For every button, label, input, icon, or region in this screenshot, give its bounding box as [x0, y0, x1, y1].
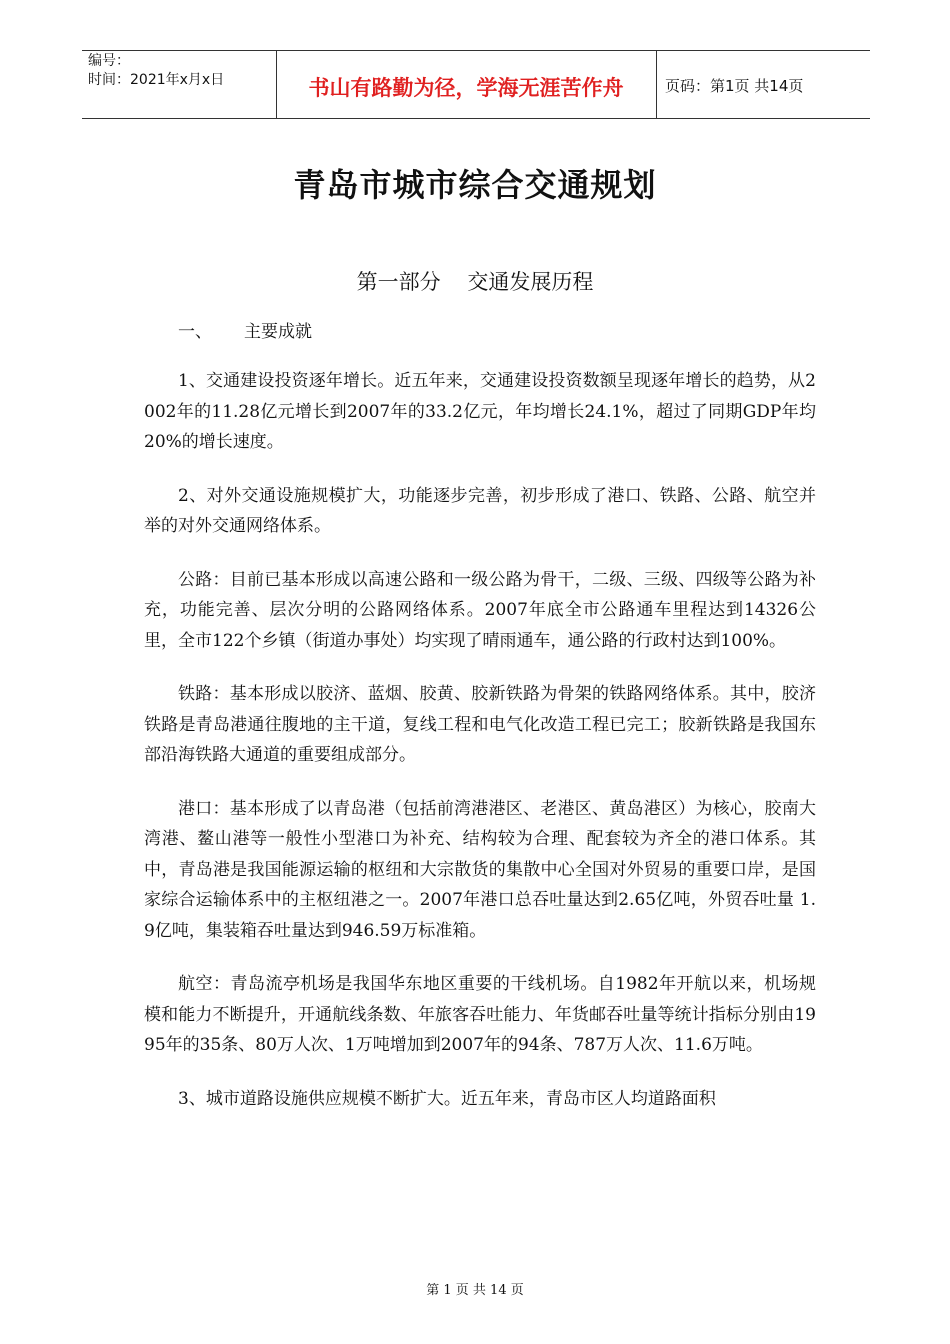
section-number: 一、 [178, 322, 212, 342]
paragraph: 3、城市道路设施供应规模不断扩大。近五年来，青岛市区人均道路面积 [178, 1088, 716, 1109]
time-label: 时间：2021年x月x日 [88, 72, 225, 88]
header-top-rule [82, 50, 870, 51]
paragraph: 航空：青岛流亭机场是我国华东地区重要的干线机场。自1982年开航以来，机场规模和能力不断提升，开通航线条数、年旅客吞吐能力、年货邮吞吐量等统计指标分别由1995年的35条、80万人次、1万吨增加到2007年的94条、787万人次、11.6万吨。 [144, 974, 816, 1055]
paragraph: 2、对外交通设施规模扩大，功能逐步完善，初步形成了港口、铁路、公路、航空并举的对外交通网络体系。 [144, 485, 816, 536]
paragraph: 公路：目前已基本形成以高速公路和一级公路为骨干，二级、三级、四级等公路为补充，功能完善、层次分明的公路网络体系。2007年底全市公路通车里程达到14326公里，全市122个乡镇（街道办事处）均实现了晴雨通车，通公路的行政村达到100%。 [144, 569, 816, 651]
serial-label: 编号： [88, 53, 130, 69]
paragraph: 港口：基本形成了以青岛港（包括前湾港港区、老港区、黄岛港区）为核心，胶南大湾港、鳌山港等一般性小型港口为补充、结构较为合理、配套较为齐全的港口体系。其中，青岛港是我国能源运输的枢纽和大宗散货的集散中心全国对外贸易的重要口岸，是国家综合运输体系中的主枢纽港之一。2007年港口总吞吐量达到2.65亿吨，外贸吞吐量 1.9亿吨，集装箱吞吐量达到946.59万标准箱。 [144, 798, 816, 941]
header-motto: 书山有路勤为径，学海无涯苦作舟 [308, 75, 624, 100]
page-footer: 第 1 页 共 14 页 [426, 1283, 524, 1298]
paragraph: 1、交通建设投资逐年增长。近五年来，交通建设投资数额呈现逐年增长的趋势，从2002年的11.28亿元增长到2007年的33.2亿元，年均增长24.1%，超过了同期GDP年均20%的增长速度。 [144, 371, 816, 452]
header-divider [656, 50, 657, 118]
document-body [144, 366, 816, 1137]
header-page-info: 页码：第1页 共14页 [665, 77, 804, 95]
header-meta [88, 52, 224, 90]
section-title: 主要成就 [244, 322, 312, 342]
paragraph: 铁路：基本形成以胶济、蓝烟、胶黄、胶新铁路为骨架的铁路网络体系。其中，胶济铁路是青岛港通往腹地的主干道，复线工程和电气化改造工程已完工；胶新铁路是我国东部沿海铁路大通道的重要组成部分。 [144, 684, 816, 765]
document-title: 青岛市城市综合交通规划 [293, 166, 657, 204]
section-heading [178, 317, 312, 342]
header-bottom-rule [82, 118, 870, 119]
part-heading: 第一部分 交通发展历程 [356, 270, 594, 294]
